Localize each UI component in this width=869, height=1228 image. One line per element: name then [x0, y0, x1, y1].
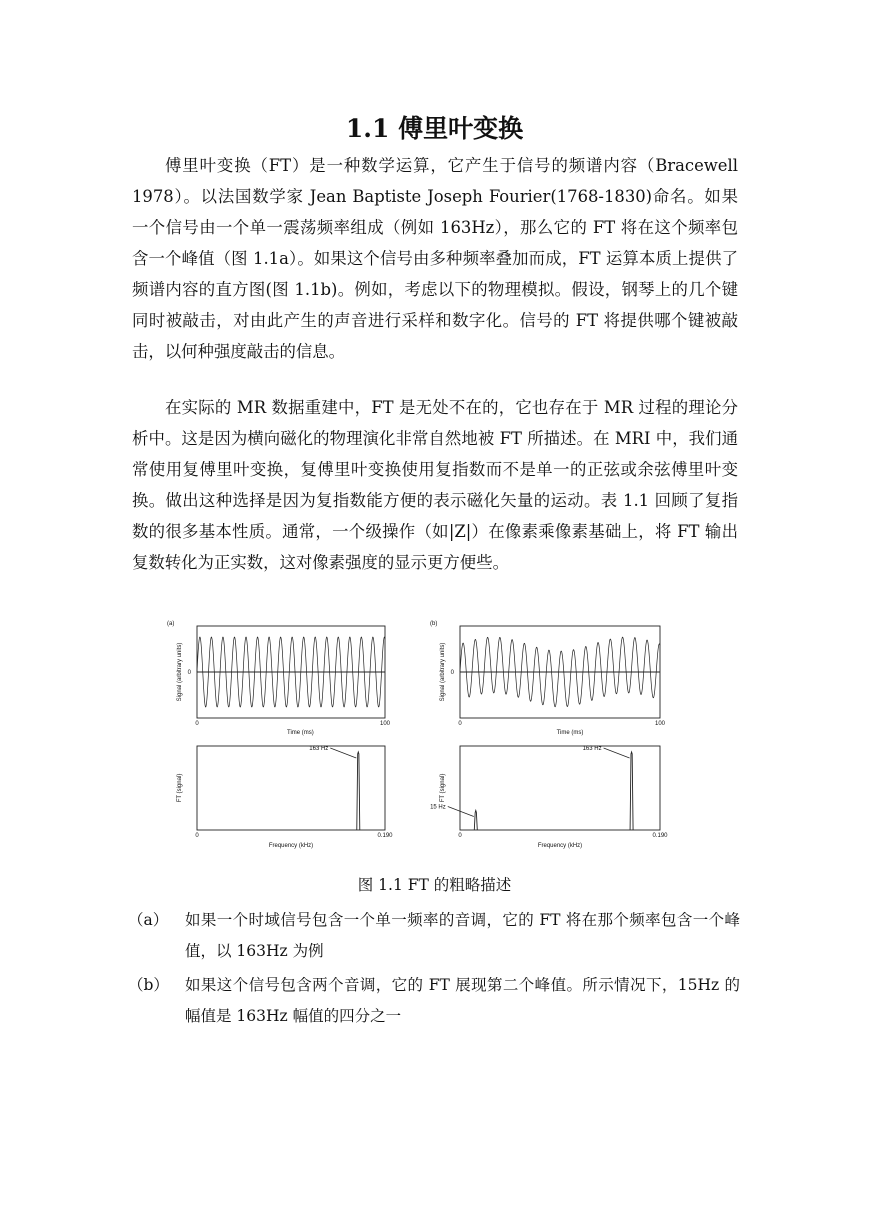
- peak-label: 15 Hz: [430, 804, 446, 811]
- x-tick-label: 100: [654, 721, 666, 727]
- spectrum-peak: [357, 752, 360, 830]
- x-axis-label: Frequency (kHz): [268, 843, 314, 849]
- y-axis-label: FT {signal}: [177, 773, 183, 803]
- paragraph-1: 傅里叶变换（FT）是一种数学运算，它产生于信号的频谱内容（Bracewell 1978）。以法国数学家 Jean Baptiste Joseph Fourier(1768-1830)命名。如果一个信号由一个单一震荡频率组成（例如 163Hz），那么它的 FT 将在这个频率包含一个峰值（图 1.1a）。如果这个信号由多种频率叠加而成，FT 运算本质上提供了频谱内容的直方图(图 1.1b)。例如，考虑以下的物理模拟。假设，钢琴上的几个键同时被敲击，对由此产生的声音进行采样和数字化。信号的 FT 将提供哪个键被敲击，以何种强度敲击的信息。: [132, 156, 738, 361]
- x-tick-label: 0: [195, 833, 199, 839]
- figure-note-a: [128, 905, 740, 967]
- x-tick-label: 0: [195, 721, 199, 727]
- note-label: （a）: [128, 911, 169, 929]
- x-tick-label: 0.190: [377, 833, 393, 839]
- x-tick-label: 100: [379, 721, 391, 727]
- peak-label: 163 Hz: [582, 746, 602, 752]
- peak-arrow: [330, 748, 356, 758]
- x-tick-label: 0: [458, 721, 462, 727]
- note-label: （b）: [128, 976, 169, 994]
- panel-label: (a): [167, 621, 175, 627]
- spectrum-peak: [474, 811, 477, 831]
- fourier-figure: [160, 618, 680, 858]
- x-axis-label: Time (ms): [287, 730, 314, 736]
- x-tick-label: 0: [458, 833, 462, 839]
- peak-arrow: [604, 748, 630, 758]
- y-tick-label: 0: [187, 670, 191, 676]
- panel-label: (b): [430, 621, 438, 627]
- x-tick-label: 0.190: [652, 833, 668, 839]
- figure-note-b: [128, 970, 740, 1032]
- x-axis-label: Frequency (kHz): [537, 843, 583, 849]
- y-tick-label: 0: [450, 670, 454, 676]
- paragraph-2: 在实际的 MR 数据重建中，FT 是无处不在的，它也存在于 MR 过程的理论分析中。这是因为横向磁化的物理演化非常自然地被 FT 所描述。在 MRI 中，我们通常使用复傅里叶变换，复傅里叶变换使用复指数而不是单一的正弦或余弦傅里叶变换。做出这种选择是因为复指数能方便的表示磁化矢量的运动。表 1.1 回顾了复指数的很多基本性质。通常，一个级操作（如|Z|）在像素乘像素基础上，将 FT 输出复数转化为正实数，这对像素强度的显示更方便些。: [132, 398, 739, 572]
- figure-1-1: [160, 618, 680, 858]
- y-axis-label: FT {signal}: [440, 773, 446, 803]
- figure-caption: 图 1.1 FT 的粗略描述: [357, 876, 512, 894]
- y-axis-label: Signal (arbitrary units): [177, 642, 183, 702]
- peak-arrow: [448, 807, 474, 817]
- note-text: 如果这个信号包含两个音调，它的 FT 展现第二个峰值。所示情况下，15Hz 的幅值是 163Hz 幅值的四分之一: [185, 976, 740, 1025]
- spectrum-peak: [630, 752, 633, 830]
- x-axis-label: Time (ms): [556, 730, 584, 736]
- y-axis-label: Signal (arbitrary units): [440, 642, 446, 702]
- section-title: 1.1 傅里叶变换: [345, 114, 524, 143]
- peak-label: 163 Hz: [309, 746, 329, 752]
- note-text: 如果一个时域信号包含一个单一频率的音调，它的 FT 将在那个频率包含一个峰值，以 163Hz 为例: [185, 911, 740, 960]
